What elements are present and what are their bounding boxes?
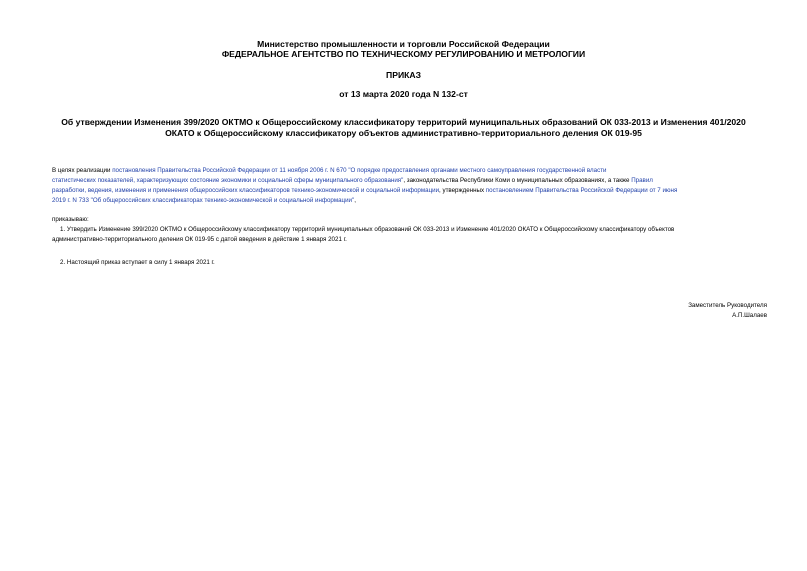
signatory-name: А.П.Шалаев bbox=[732, 312, 767, 319]
agency-name: ФЕДЕРАЛЬНОЕ АГЕНТСТВО ПО ТЕХНИЧЕСКОМУ РЕГУЛИРОВАНИЮ И МЕТРОЛОГИИ bbox=[221, 49, 586, 59]
document-title-line-2: ОКАТО к Общероссийскому классификатору объектов административно-территориального деления ОК 019-95 bbox=[165, 128, 642, 138]
preamble-line-1 bbox=[52, 167, 767, 175]
document-type: ПРИКАЗ bbox=[386, 70, 421, 80]
signatory-position: Заместитель Руководителя bbox=[688, 302, 767, 309]
order-item-1-line-1: 1. Утвердить Изменение 399/2020 ОКТМО к Общероссийскому классификатору территорий муниципальных образований ОК 033-2013 и Изменение 401/2020 ОКАТО к Общероссийскому классификатору объектов bbox=[60, 226, 675, 233]
order-item-2: 2. Настоящий приказ вступает в силу 1 января 2021 г. bbox=[60, 259, 215, 266]
government-decree-670-link-cont[interactable]: статистических показателей, характеризующих состояние экономики и социальной сферы муниципального образования" bbox=[52, 177, 404, 184]
preamble-line-3 bbox=[52, 187, 767, 195]
preamble-text: , bbox=[354, 197, 356, 204]
preamble-text: , утвержденных bbox=[439, 187, 486, 194]
preamble-text: , законодательства Республики Коми о муниципальных образованиях, а также bbox=[403, 177, 632, 184]
ministry-name: Министерство промышленности и торговли Российской Федерации bbox=[257, 39, 550, 49]
government-decree-670-link[interactable]: постановления Правительства Российской Федерации от 11 ноября 2006 г. N 670 "О порядке предоставления органами местного самоуправления государственной власти bbox=[112, 167, 607, 174]
rules-link[interactable]: Правил bbox=[631, 177, 653, 184]
order-word: приказываю: bbox=[52, 216, 89, 223]
order-item-1-line-2: административно-территориального деления ОК 019-95 с датой введения в действие 1 января 2021 г. bbox=[52, 236, 347, 243]
document-title-line-1: Об утверждении Изменения 399/2020 ОКТМО к Общероссийскому классификатору территорий муниципальных образований ОК 033-2013 и Изменения 401/2020 bbox=[61, 117, 746, 127]
document-date-number: от 13 марта 2020 года N 132-ст bbox=[339, 89, 468, 99]
preamble-line-2 bbox=[52, 177, 767, 185]
government-decree-733-link-cont[interactable]: 2019 г. N 733 "Об общероссийских классификаторах технико-экономической и социальной информации" bbox=[52, 197, 355, 204]
preamble-text: В целях реализации bbox=[52, 167, 113, 174]
preamble-line-4 bbox=[52, 197, 767, 205]
government-decree-733-link[interactable]: постановлением Правительства Российской Федерации от 7 июня bbox=[485, 187, 678, 194]
rules-link-cont[interactable]: разработки, ведения, изменения и применения общероссийских классификаторов технико-экономической и социальной информации bbox=[52, 187, 440, 194]
